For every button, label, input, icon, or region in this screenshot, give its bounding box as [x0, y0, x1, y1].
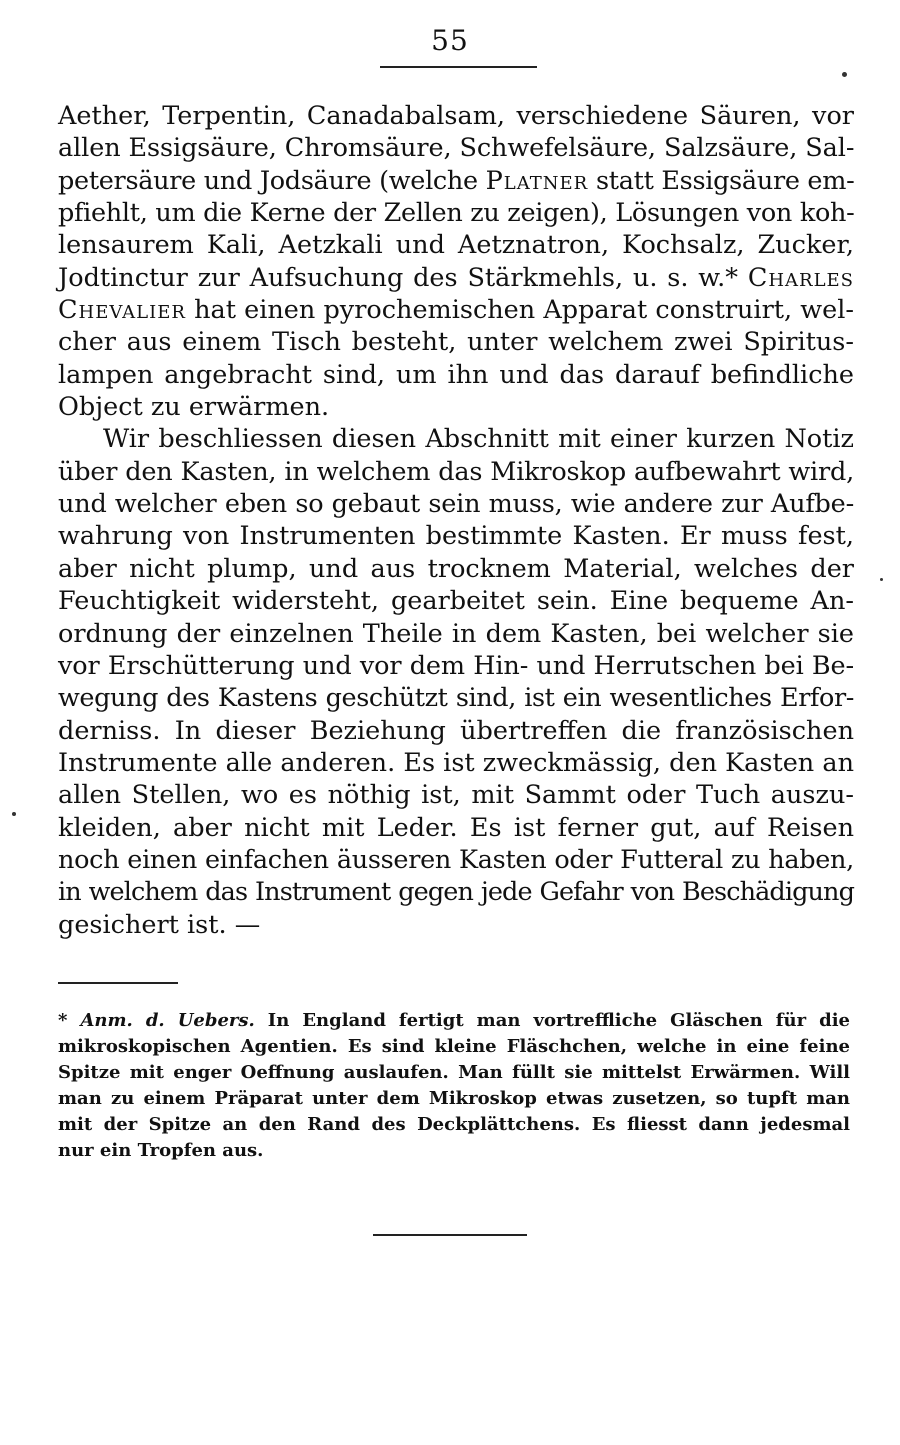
- name-chevalier: Chevalier: [58, 295, 186, 326]
- text-run: Jodtinctur zur Aufsuchung des Stärkmehls, u. s. w.*: [58, 262, 748, 293]
- ink-speck: [842, 72, 847, 77]
- text-line: in welchem das Instrument gegen jede Gefahr von Beschädigung: [58, 877, 854, 908]
- footnote-rule: [58, 982, 178, 984]
- footnote-label: Anm. d. Uebers.: [80, 1010, 255, 1031]
- end-rule: [373, 1234, 527, 1236]
- ink-speck: [12, 812, 16, 816]
- text-line: derniss. In dieser Beziehung übertreffen die französischen: [58, 715, 854, 746]
- footnote-line: [58, 1008, 850, 1034]
- text-line: cher aus einem Tisch besteht, unter welchem zwei Spiritus-: [58, 327, 854, 358]
- text-line: und welcher eben so gebaut sein muss, wie andere zur Aufbe-: [58, 489, 854, 520]
- text-line: wahrung von Instrumenten bestimmte Kasten. Er muss fest,: [58, 521, 854, 552]
- ink-speck: [880, 578, 883, 581]
- main-text: [58, 100, 854, 941]
- text-line: vor Erschütterung und vor dem Hin- und Herrutschen bei Be-: [58, 650, 854, 681]
- footnote-line: Spitze mit enger Oeffnung auslaufen. Man füllt sie mittelst Erwärmen. Will: [58, 1061, 850, 1083]
- name-platner: Platner: [485, 165, 589, 196]
- text-line: Object zu erwärmen.: [58, 392, 330, 423]
- text-line: allen Essigsäure, Chromsäure, Schwefelsäure, Salzsäure, Sal-: [58, 133, 855, 164]
- text-line: Instrumente alle anderen. Es ist zweckmässig, den Kasten an: [58, 747, 854, 778]
- text-line: lampen angebracht sind, um ihn und das darauf befindliche: [58, 359, 854, 390]
- text-line: ordnung der einzelnen Theile in dem Kasten, bei welcher sie: [58, 618, 854, 649]
- footnote-line: man zu einem Präparat unter dem Mikroskop etwas zusetzen, so tupft man: [58, 1087, 850, 1109]
- text-line: Feuchtigkeit widersteht, gearbeitet sein. Eine bequeme An-: [58, 586, 854, 617]
- text-line: gesichert ist. —: [58, 909, 261, 940]
- text-line: pfiehlt, um die Kerne der Zellen zu zeigen), Lösungen von koh-: [58, 198, 855, 229]
- name-charles: Charles: [747, 262, 854, 293]
- text-line: aber nicht plump, und aus trocknem Material, welches der: [58, 553, 854, 584]
- text-run: In England fertigt man vortreffliche Gläschen für die: [254, 1010, 850, 1031]
- header-rule: [380, 66, 537, 68]
- text-line: wegung des Kastens geschützt sind, ist ein wesentliches Erfor-: [58, 683, 854, 714]
- text-run: petersäure und Jodsäure (welche: [58, 165, 486, 196]
- footnote-line: nur ein Tropfen aus.: [58, 1139, 264, 1161]
- footnote: [58, 1008, 850, 1163]
- text-run: hat einen pyrochemischen Apparat construirt, wel-: [185, 295, 854, 326]
- text-line: [58, 262, 854, 294]
- text-line: allen Stellen, wo es nöthig ist, mit Sammt oder Tuch auszu-: [58, 780, 854, 811]
- text-line: Aether, Terpentin, Canadabalsam, verschiedene Säuren, vor: [58, 101, 854, 131]
- footnote-marker: *: [58, 1010, 81, 1031]
- footnote-line: mikroskopischen Agentien. Es sind kleine Fläschchen, welche in eine feine: [58, 1035, 850, 1057]
- paragraph-2: [58, 423, 854, 941]
- text-line: lensaurem Kali, Aetzkali und Aetznatron, Kochsalz, Zucker,: [58, 230, 854, 261]
- text-run: statt Essigsäure em-: [588, 165, 855, 196]
- text-line: Wir beschliessen diesen Abschnitt mit einer kurzen Notiz: [103, 424, 854, 455]
- footnote-line: mit der Spitze an den Rand des Deckplättchens. Es fliesst dann jedesmal: [58, 1113, 850, 1135]
- text-line: [58, 294, 854, 326]
- text-line: [58, 165, 854, 197]
- text-line: über den Kasten, in welchem das Mikroskop aufbewahrt wird,: [58, 456, 854, 487]
- text-line: noch einen einfachen äusseren Kasten oder Futteral zu haben,: [58, 844, 854, 875]
- paragraph-1: [58, 100, 854, 423]
- text-line: kleiden, aber nicht mit Leder. Es ist ferner gut, auf Reisen: [58, 812, 854, 843]
- page-number: 55: [431, 24, 469, 57]
